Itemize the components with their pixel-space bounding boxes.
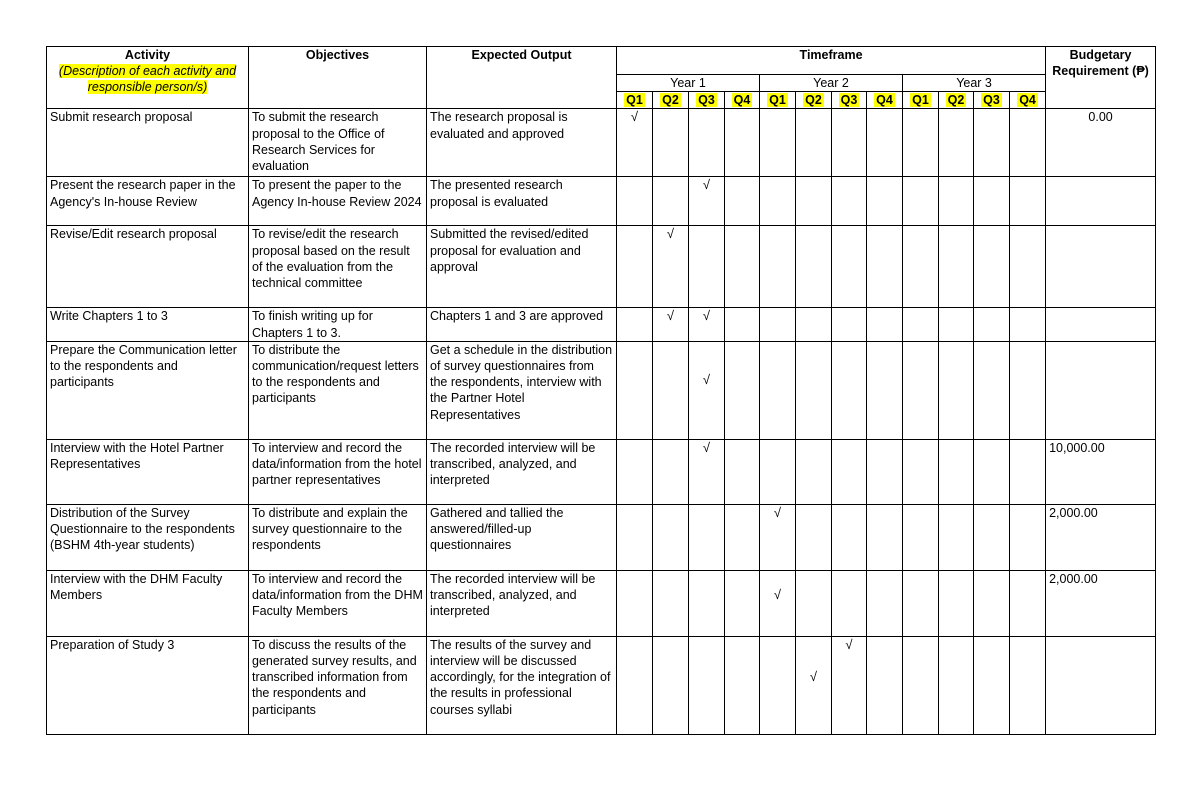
quarter-header: Q1 [903,92,939,109]
check-mark-icon: √ [702,177,711,193]
budget-cell [1046,308,1156,341]
quarter-cell [796,308,832,341]
quarter-cell [689,109,725,177]
quarter-cell [1010,341,1046,439]
objective-cell: To discuss the results of the generated survey results, and transcribed information from the respondents and participants [249,636,427,734]
expected-output-header: Expected Output [427,47,617,109]
quarter-cell [903,570,939,636]
quarter-cell [796,570,832,636]
quarter-cell [1010,109,1046,177]
quarter-cell [974,341,1010,439]
quarter-cell [867,308,903,341]
quarter-cell [760,308,796,341]
quarter-cell [617,439,653,504]
quarter-cell [689,226,725,308]
quarter-cell [974,439,1010,504]
quarter-cell [689,177,725,226]
quarter-cell [760,109,796,177]
quarter-cell [939,570,974,636]
quarter-header: Q4 [867,92,903,109]
table-row [47,570,1156,636]
year-2-header: Year 2 [760,75,903,92]
check-mark-icon: √ [702,439,711,455]
quarter-cell [725,636,760,734]
quarter-cell [1010,504,1046,570]
quarter-cell [867,177,903,226]
quarter-cell [1010,308,1046,341]
quarter-header: Q2 [939,92,974,109]
quarter-cell [689,308,725,341]
quarter-cell [903,109,939,177]
activity-plan-table [46,46,1156,735]
quarter-cell [939,504,974,570]
objective-cell: To interview and record the data/information from the hotel partner representatives [249,439,427,504]
quarter-cell [1010,177,1046,226]
table-row [47,504,1156,570]
quarter-cell [1010,570,1046,636]
quarter-cell [760,636,796,734]
quarter-cell [796,109,832,177]
activity-rows [47,109,1156,734]
activity-cell: Write Chapters 1 to 3 [47,308,249,341]
quarter-cell [653,109,689,177]
activity-header-subtitle: (Description of each activity and responsible person/s) [58,64,237,95]
check-mark-icon: √ [773,504,782,520]
quarter-cell [689,504,725,570]
expected-output-cell: The recorded interview will be transcribed, analyzed, and interpreted [427,439,617,504]
budget-cell [1046,341,1156,439]
activity-cell: Interview with the Hotel Partner Representatives [47,439,249,504]
quarter-cell [760,226,796,308]
header-row-1 [47,47,1156,75]
quarter-cell [974,109,1010,177]
quarter-cell [760,504,796,570]
quarter-cell [939,308,974,341]
quarter-cell [653,504,689,570]
activity-cell: Preparation of Study 3 [47,636,249,734]
quarter-header: Q3 [832,92,867,109]
quarter-cell [1010,226,1046,308]
quarter-cell [689,636,725,734]
table-row [47,109,1156,177]
quarter-cell [1010,636,1046,734]
quarter-cell [832,636,867,734]
expected-output-cell: Chapters 1 and 3 are approved [427,308,617,341]
quarter-cell [653,226,689,308]
objective-cell: To interview and record the data/information from the DHM Faculty Members [249,570,427,636]
quarter-cell [867,109,903,177]
objectives-header: Objectives [249,47,427,109]
check-mark-icon: √ [773,586,782,602]
objective-cell: To submit the research proposal to the Office of Research Services for evaluation [249,109,427,177]
quarter-cell [903,177,939,226]
activity-cell: Submit research proposal [47,109,249,177]
quarter-cell [867,341,903,439]
budget-cell: 0.00 [1046,109,1156,177]
quarter-cell [974,570,1010,636]
quarter-cell [939,226,974,308]
quarter-cell [617,177,653,226]
quarter-cell [796,341,832,439]
quarter-cell [939,177,974,226]
quarter-cell [760,439,796,504]
budget-cell: 2,000.00 [1046,570,1156,636]
objective-cell: To distribute and explain the survey questionnaire to the respondents [249,504,427,570]
quarter-header: Q1 [617,92,653,109]
table-row [47,177,1156,226]
timeframe-header: Timeframe [617,47,1046,75]
quarter-cell [653,636,689,734]
quarter-cell [974,504,1010,570]
quarter-cell [832,570,867,636]
quarter-cell [617,308,653,341]
quarter-cell [617,341,653,439]
quarter-cell [653,341,689,439]
quarter-cell [725,504,760,570]
quarter-cell [725,439,760,504]
quarter-cell [796,177,832,226]
quarter-cell [725,177,760,226]
budget-header: Budgetary Requirement (₱) [1046,47,1156,109]
budget-cell: 10,000.00 [1046,439,1156,504]
quarter-cell [903,636,939,734]
quarter-cell [832,226,867,308]
quarter-cell [974,636,1010,734]
quarter-cell [832,109,867,177]
quarter-cell [832,308,867,341]
check-mark-icon: √ [845,636,853,652]
objective-cell: To distribute the communication/request letters to the respondents and participants [249,341,427,439]
activity-cell: Revise/Edit research proposal [47,226,249,308]
quarter-header: Q4 [1010,92,1046,109]
quarter-cell [617,226,653,308]
quarter-cell [867,226,903,308]
quarter-cell [939,636,974,734]
quarter-header: Q3 [974,92,1010,109]
table-row [47,226,1156,308]
quarter-cell [725,226,760,308]
quarter-cell [689,341,725,439]
quarter-cell [974,308,1010,341]
activity-cell: Distribution of the Survey Questionnaire to the respondents (BSHM 4th-year students) [47,504,249,570]
quarter-header: Q4 [725,92,760,109]
quarter-cell [617,636,653,734]
expected-output-cell: The presented research proposal is evaluated [427,177,617,226]
budget-cell [1046,226,1156,308]
table-row [47,636,1156,734]
expected-output-cell: The recorded interview will be transcribed, analyzed, and interpreted [427,570,617,636]
quarter-cell [725,341,760,439]
quarter-cell [832,504,867,570]
quarter-cell [653,570,689,636]
activity-cell: Present the research paper in the Agency's In-house Review [47,177,249,226]
check-mark-icon: √ [666,226,675,242]
year-1-header: Year 1 [617,75,760,92]
quarter-cell [832,177,867,226]
check-mark-icon: √ [702,371,711,387]
quarter-cell [796,439,832,504]
quarter-cell [725,109,760,177]
table-row [47,308,1156,341]
expected-output-cell: Get a schedule in the distribution of survey questionnaires from the respondents, interview with the Partner Hotel Representatives [427,341,617,439]
quarter-cell [867,636,903,734]
quarter-cell [903,308,939,341]
quarter-cell [760,341,796,439]
quarter-cell [796,504,832,570]
budget-cell [1046,177,1156,226]
quarter-cell [653,308,689,341]
expected-output-cell: Submitted the revised/edited proposal for evaluation and approval [427,226,617,308]
quarter-cell [796,636,832,734]
quarter-header: Q2 [653,92,689,109]
expected-output-cell: Gathered and tallied the answered/filled-up questionnaires [427,504,617,570]
activity-header-title: Activity [124,48,171,62]
quarter-cell [725,570,760,636]
activity-header [47,47,249,109]
quarter-cell [832,439,867,504]
expected-output-cell: The results of the survey and interview will be discussed accordingly, for the integration of the results in professional courses syllabi [427,636,617,734]
quarter-cell [760,177,796,226]
objective-cell: To revise/edit the research proposal based on the result of the evaluation from the technical committee [249,226,427,308]
activity-cell: Prepare the Communication letter to the respondents and participants [47,341,249,439]
budget-cell: 2,000.00 [1046,504,1156,570]
quarter-cell [903,504,939,570]
quarter-cell [867,570,903,636]
quarter-cell [903,226,939,308]
quarter-cell [760,570,796,636]
expected-output-cell: The research proposal is evaluated and approved [427,109,617,177]
quarter-header: Q2 [796,92,832,109]
quarter-cell [617,504,653,570]
check-mark-icon: √ [630,109,639,125]
check-mark-icon: √ [666,308,675,324]
activity-cell: Interview with the DHM Faculty Members [47,570,249,636]
quarter-cell [832,341,867,439]
quarter-cell [725,308,760,341]
quarter-cell [974,226,1010,308]
quarter-cell [796,226,832,308]
quarter-cell [689,439,725,504]
objective-cell: To finish writing up for Chapters 1 to 3. [249,308,427,341]
quarter-cell [617,109,653,177]
objective-cell: To present the paper to the Agency In-house Review 2024 [249,177,427,226]
quarter-cell [653,439,689,504]
quarter-cell [974,177,1010,226]
quarter-cell [939,439,974,504]
year-3-header: Year 3 [903,75,1046,92]
quarter-cell [903,341,939,439]
quarter-cell [1010,439,1046,504]
quarter-cell [617,570,653,636]
quarter-cell [939,109,974,177]
table-row [47,439,1156,504]
quarter-cell [867,439,903,504]
quarter-cell [689,570,725,636]
check-mark-icon: √ [809,668,818,684]
quarter-cell [903,439,939,504]
check-mark-icon: √ [702,308,711,324]
quarter-cell [939,341,974,439]
table-row [47,341,1156,439]
quarter-cell [653,177,689,226]
quarter-cell [867,504,903,570]
budget-cell [1046,636,1156,734]
quarter-header: Q3 [689,92,725,109]
quarter-header: Q1 [760,92,796,109]
